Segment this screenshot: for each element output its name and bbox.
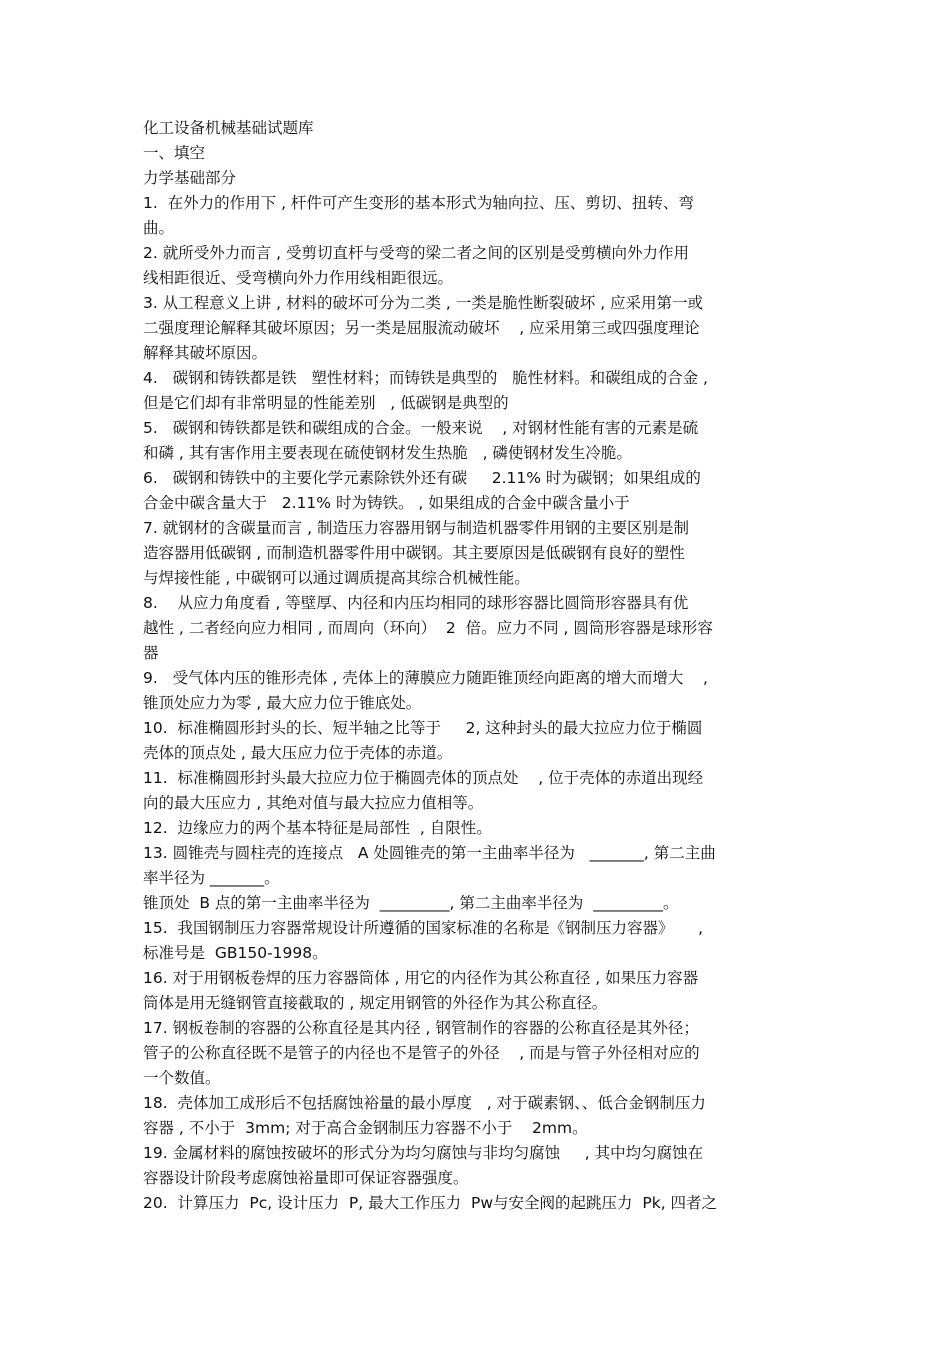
- section-heading: 一、填空: [143, 144, 206, 162]
- text-line: 10. 标准椭圆形封头的长、短半轴之比等于 2, 这种封头的最大拉应力位于椭圆: [143, 719, 703, 737]
- text-line: 标准号是 GB150-1998。: [143, 944, 328, 962]
- text-line: 4. 碳钢和铸铁都是铁 塑性材料；而铸铁是典型的 脆性材料。和碳组成的合金 ,: [143, 369, 708, 387]
- text-line: 一个数值。: [143, 1069, 221, 1087]
- text-line: 与焊接性能 , 中碳钢可以通过调质提高其综合机械性能。: [143, 569, 530, 587]
- text-line: 7. 就钢材的含碳量而言 , 制造压力容器用钢与制造机器零件用钢的主要区别是制: [143, 519, 689, 537]
- text-line: 18. 壳体加工成形后不包括腐蚀裕量的最小厚度 , 对于碳素钢、、低合金钢制压力: [143, 1094, 706, 1112]
- text-line: 但是它们却有非常明显的性能差别 , 低碳钢是典型的: [143, 394, 509, 412]
- text-line: 12. 边缘应力的两个基本特征是局部性 , 自限性。: [143, 819, 492, 837]
- text-line: 6. 碳钢和铸铁中的主要化学元素除铁外还有碳 2.11% 时为碳钢；如果组成的: [143, 469, 701, 487]
- text-line: 11. 标准椭圆形封头最大拉应力位于椭圆壳体的顶点处 , 位于壳体的赤道出现经: [143, 769, 704, 787]
- text-line: 线相距很近、受弯横向外力作用线相距很远。: [143, 269, 454, 287]
- text-line: 20. 计算压力 Pc, 设计压力 P, 最大工作压力 Pw与安全阀的起跳压力 Pk, 四者之: [143, 1194, 718, 1212]
- text-line: 解释其破坏原因。: [143, 344, 268, 362]
- text-line: 壳体的顶点处 , 最大压应力位于壳体的赤道。: [143, 744, 453, 762]
- text-line: 8. 从应力角度看 , 等壁厚、内径和内压均相同的球形容器比圆筒形容器具有优: [143, 594, 689, 612]
- text-line: 17. 钢板卷制的容器的公称直径是其内径 , 钢管制作的容器的公称直径是其外径；: [143, 1019, 699, 1037]
- text-line: 越性 , 二者经向应力相同 , 而周向（环向） 2 倍。应力不同 , 圆筒形容器是球形容: [143, 619, 713, 637]
- text-line: 13. 圆锥壳与圆柱壳的连接点 A 处圆锥壳的第一主曲率半径为 _______, 第二主曲: [143, 844, 716, 862]
- text-line: 9. 受气体内压的锥形壳体 , 壳体上的薄膜应力随距锥顶经向距离的增大而增大 ,: [143, 669, 708, 687]
- question-list: [143, 191, 823, 1216]
- text-line: 容器 , 不小于 3mm; 对于高合金钢制压力容器不小于 2mm。: [143, 1119, 588, 1137]
- text-line: 16. 对于用钢板卷焊的压力容器筒体 , 用它的内径作为其公称直径 , 如果压力容器: [143, 969, 699, 987]
- text-line: 率半径为 _______。: [143, 869, 280, 887]
- text-line: 19. 金属材料的腐蚀按破坏的形式分为均匀腐蚀与非均匀腐蚀 , 其中均匀腐蚀在: [143, 1144, 704, 1162]
- text-line: 器: [143, 644, 159, 662]
- subsection-heading: 力学基础部分: [143, 169, 237, 187]
- text-line: 和磷 , 其有害作用主要表现在硫使钢材发生热脆 , 磷使钢材发生冷脆。: [143, 444, 632, 462]
- text-line: 造容器用低碳钢 , 而制造机器零件用中碳钢。其主要原因是低碳钢有良好的塑性: [143, 544, 685, 562]
- text-line: 曲。: [143, 219, 175, 237]
- text-line: 1. 在外力的作用下 , 杆件可产生变形的基本形式为轴向拉、压、剪切、扭转、弯: [143, 194, 694, 212]
- text-line: 管子的公称直径既不是管子的内径也不是管子的外径 , 而是与管子外径相对应的: [143, 1044, 700, 1062]
- text-line: 5. 碳钢和铸铁都是铁和碳组成的合金。一般来说 , 对钢材性能有害的元素是硫: [143, 419, 699, 437]
- text-line: 合金中碳含量大于 2.11% 时为铸铁。 , 如果组成的合金中碳含量小于: [143, 494, 630, 512]
- document-title: 化工设备机械基础试题库: [143, 119, 314, 137]
- text-line: 锥顶处 B 点的第一主曲率半径为 _________, 第二主曲率半径为 _________。: [143, 894, 679, 912]
- document-body: [143, 116, 823, 1216]
- text-line: 向的最大压应力 , 其绝对值与最大拉应力值相等。: [143, 794, 484, 812]
- text-line: 2. 就所受外力而言 , 受剪切直杆与受弯的梁二者之间的区别是受剪横向外力作用: [143, 244, 689, 262]
- text-line: 3. 从工程意义上讲 , 材料的破坏可分为二类 , 一类是脆性断裂破坏 , 应采用第一或: [143, 294, 704, 312]
- text-line: 筒体是用无缝钢管直接截取的 , 规定用钢管的外径作为其公称直径。: [143, 994, 608, 1012]
- text-line: 15. 我国钢制压力容器常规设计所遵循的国家标准的名称是《钢制压力容器》 ,: [143, 919, 704, 937]
- text-line: 二强度理论解释其破坏原因；另一类是屈服流动破坏 , 应采用第三或四强度理论: [143, 319, 700, 337]
- text-line: 容器设计阶段考虑腐蚀裕量即可保证容器强度。: [143, 1169, 469, 1187]
- text-line: 锥顶处应力为零 , 最大应力位于锥底处。: [143, 694, 422, 712]
